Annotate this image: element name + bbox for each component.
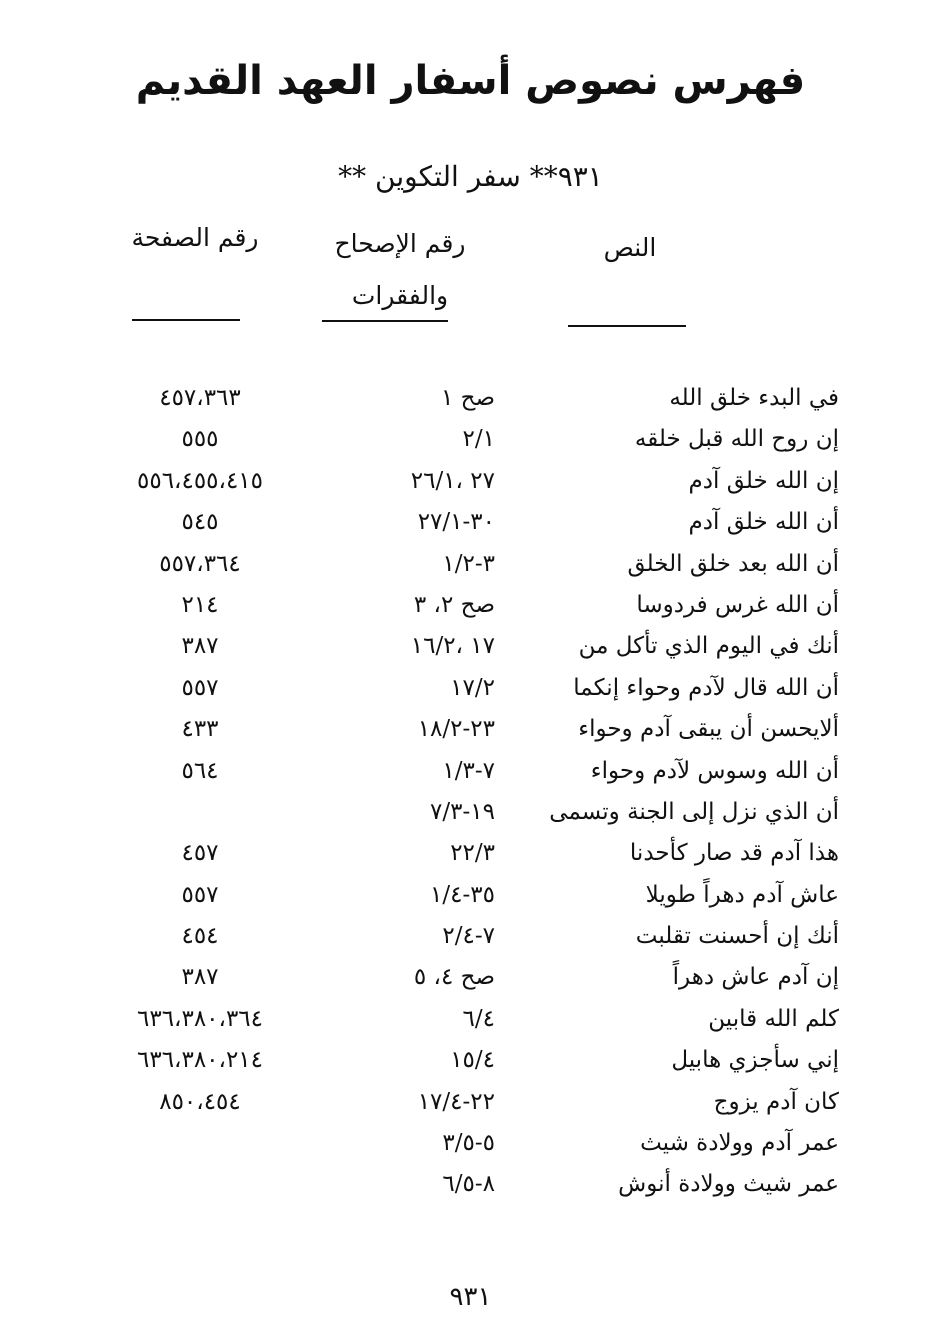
- row-text: أنك في اليوم الذي تأكل من: [578, 633, 839, 660]
- row-page: ٥٥٧: [181, 881, 219, 908]
- row-chapter: صح ١: [440, 385, 495, 411]
- row-chapter: ٥-٣/٥: [442, 1130, 495, 1157]
- table-row: [0, 792, 941, 833]
- row-chapter: ١٥/٤: [450, 1047, 495, 1074]
- row-chapter: ١٧ ،١٦/٢: [410, 633, 495, 660]
- row-chapter: ٢٢/٣: [450, 840, 495, 867]
- column-header-page-label: رقم الصفحة: [131, 223, 259, 252]
- row-page: ٦٣٦،٣٨٠،٢١٤: [136, 1047, 264, 1074]
- row-text: إن روح الله قبل خلقه: [634, 426, 839, 453]
- row-text: إن آدم عاش دهراً: [672, 964, 839, 991]
- index-table: [0, 378, 941, 1206]
- table-row: [0, 668, 941, 709]
- table-row: [0, 875, 941, 916]
- row-chapter: ٢٣-١٨/٢: [417, 716, 495, 743]
- row-page: ٤٣٣: [181, 716, 219, 743]
- row-chapter: ٧-٢/٤: [442, 923, 495, 950]
- row-text: هذا آدم قد صار كأحدنا: [629, 840, 839, 867]
- column-underline-page: [132, 319, 240, 321]
- table-row: [0, 626, 941, 667]
- table-row: [0, 957, 941, 998]
- column-underline-chapter: [322, 320, 448, 322]
- column-header-chapter: [320, 218, 480, 322]
- row-chapter: ٣٥-١/٤: [430, 881, 495, 908]
- column-underline-text: [568, 325, 686, 327]
- row-chapter: ٣٠-٢٧/١: [417, 509, 495, 536]
- table-row: [0, 544, 941, 585]
- column-header-text-label: النص: [603, 233, 657, 262]
- row-page: ٥٥٧،٣٦٤: [159, 550, 241, 577]
- column-header-chapter-line1: رقم الإصحاح: [334, 229, 466, 258]
- row-text: أن الله وسوس لآدم وحواء: [590, 757, 839, 784]
- table-row: [0, 916, 941, 957]
- row-page: ٤٥٧: [181, 840, 219, 867]
- row-chapter: ٣-١/٢: [442, 550, 495, 577]
- row-chapter: ٢٧ ،٢٦/١: [410, 467, 495, 494]
- row-chapter: ٢٢-١٧/٤: [417, 1088, 495, 1115]
- row-chapter: ٧-١/٣: [442, 757, 495, 784]
- row-text: أن الله غرس فردوسا: [636, 591, 839, 618]
- row-text: أن الله بعد خلق الخلق: [627, 550, 839, 577]
- row-text: أن الذي نزل إلى الجنة وتسمى: [549, 798, 839, 825]
- table-row: [0, 461, 941, 502]
- row-text: ألايحسن أن يبقى آدم وحواء: [578, 716, 839, 743]
- row-text: في البدء خلق الله: [669, 385, 839, 411]
- row-page: ٥٥٧: [181, 674, 219, 701]
- table-row: [0, 378, 941, 419]
- row-page: ٥٦٤: [181, 757, 219, 784]
- table-row: [0, 999, 941, 1040]
- row-page: ٥٤٥: [181, 509, 219, 536]
- row-text: أن الله خلق آدم: [688, 509, 839, 536]
- row-chapter: ١٧/٢: [450, 674, 495, 701]
- table-row: [0, 585, 941, 626]
- table-row: [0, 709, 941, 750]
- row-text: أنك إن أحسنت تقلبت: [635, 923, 839, 950]
- column-header-chapter-line2: والفقرات: [351, 281, 449, 310]
- row-page: ٤٥٧،٣٦٣: [159, 385, 241, 411]
- row-page: ٨٥٠،٤٥٤: [159, 1088, 241, 1115]
- row-chapter: ٨-٦/٥: [442, 1171, 495, 1198]
- page-title: فهرس نصوص أسفار العهد القديم: [135, 58, 806, 104]
- row-page: ٣٨٧: [181, 964, 219, 991]
- page-number: ٩٣١: [449, 1282, 492, 1312]
- table-row: [0, 833, 941, 874]
- row-chapter: صح ٤، ٥: [413, 964, 495, 991]
- table-row: [0, 1164, 941, 1205]
- row-page: ٤٥٤: [181, 923, 219, 950]
- row-text: أن الله قال لآدم وحواء إنكما: [573, 674, 839, 701]
- row-page: ٣٨٧: [181, 633, 219, 660]
- row-page: ٢١٤: [181, 591, 219, 618]
- row-chapter: ٦/٤: [462, 1005, 495, 1032]
- column-header-text: [560, 222, 700, 274]
- table-row: [0, 1082, 941, 1123]
- row-page: ٥٥٥: [181, 426, 219, 453]
- row-page: ٦٣٦،٣٨٠،٣٦٤: [136, 1005, 264, 1032]
- section-heading: ٩٣١** سفر التكوين **: [338, 160, 603, 193]
- table-row: [0, 419, 941, 460]
- row-chapter: ١٩-٧/٣: [430, 798, 495, 825]
- row-text: كان آدم يزوج: [713, 1088, 839, 1115]
- table-row: [0, 1123, 941, 1164]
- row-text: عاش آدم دهراً طويلا: [645, 881, 839, 908]
- row-text: عمر شيث وولادة أنوش: [618, 1171, 839, 1198]
- row-text: عمر آدم وولادة شيث: [640, 1130, 839, 1157]
- table-row: [0, 751, 941, 792]
- row-chapter: صح ٢، ٣: [413, 591, 495, 618]
- row-text: كلم الله قابين: [708, 1005, 839, 1032]
- column-header-page: [120, 212, 270, 264]
- row-chapter: ٢/١: [462, 426, 495, 453]
- table-row: [0, 502, 941, 543]
- row-page: ٥٥٦،٤٥٥،٤١٥: [136, 467, 264, 494]
- row-text: إن الله خلق آدم: [688, 467, 839, 494]
- row-text: إني سأجزي هابيل: [671, 1047, 839, 1074]
- table-row: [0, 1040, 941, 1081]
